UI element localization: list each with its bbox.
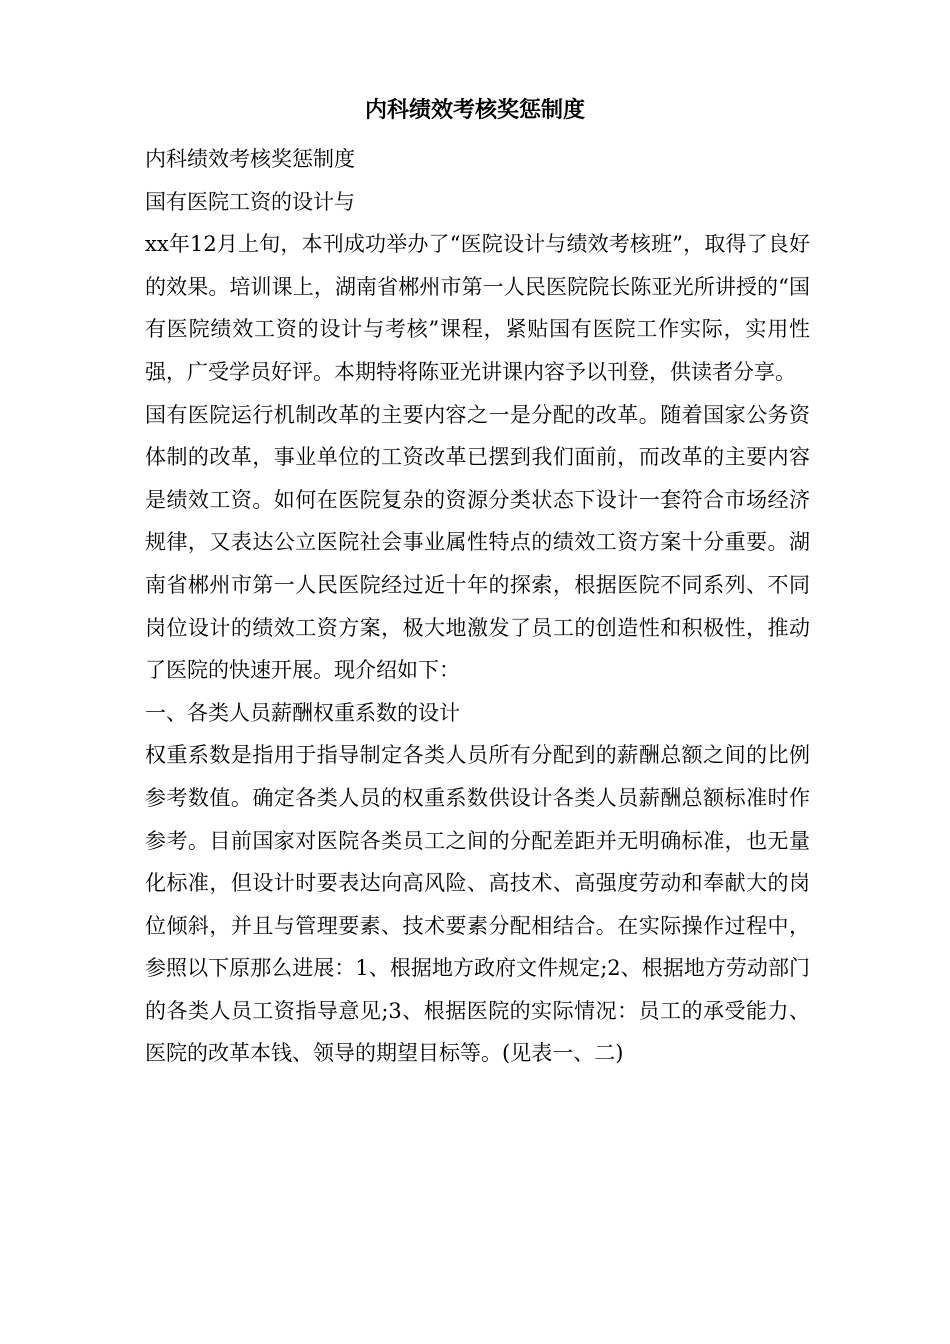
paragraph-intro: xx年12月上旬，本刊成功举办了“医院设计与绩效考核班”，取得了良好的效果。培训课上，湖南省郴州市第一人民医院院长陈亚光所讲授的“国有医院绩效工资的设计与考核”课程，紧贴国有医院工作实际，实用性强，广受学员好评。本期特将陈亚光讲课内容予以刊登，供读者分享。 — [145, 232, 810, 384]
paragraph-heading: 国有医院工资的设计与 — [145, 189, 355, 214]
document-title: 内科绩效考核奖惩制度 — [364, 97, 585, 123]
document-body — [145, 138, 810, 1075]
section-heading-weight-coefficient: 一、各类人员薪酬权重系数的设计 — [145, 700, 460, 725]
paragraph-reform: 国有医院运行机制改革的主要内容之一是分配的改革。随着国家公务资体制的改革，事业单位的工资改革已摆到我们面前，而改革的主要内容是绩效工资。如何在医院复杂的资源分类状态下设计一套符合市场经济规律，又表达公立医院社会事业属性特点的绩效工资方案十分重要。湖南省郴州市第一人民医院经过近十年的探索，根据医院不同系列、不同岗位设计的绩效工资方案，极大地激发了员工的创造性和积极性，推动了医院的快速开展。现介绍如下： — [145, 402, 810, 683]
paragraph-weight-coefficient: 权重系数是指用于指导制定各类人员所有分配到的薪酬总额之间的比例参考数值。确定各类人员的权重系数供设计各类人员薪酬总额标准时作参考。目前国家对医院各类员工之间的分配差距并无明确标准，也无量化标准，但设计时要表达向高风险、高技术、高强度劳动和奉献大的岗位倾斜，并且与管理要素、技术要素分配相结合。在实际操作过程中，参照以下原那么进展：1、根据地方政府文件规定;2、根据地方劳动部门的各类人员工资指导意见;3、根据医院的实际情况：员工的承受能力、医院的改革本钱、领导的期望目标等。(见表一、二) — [145, 743, 810, 1066]
paragraph-subtitle: 内科绩效考核奖惩制度 — [145, 147, 355, 171]
